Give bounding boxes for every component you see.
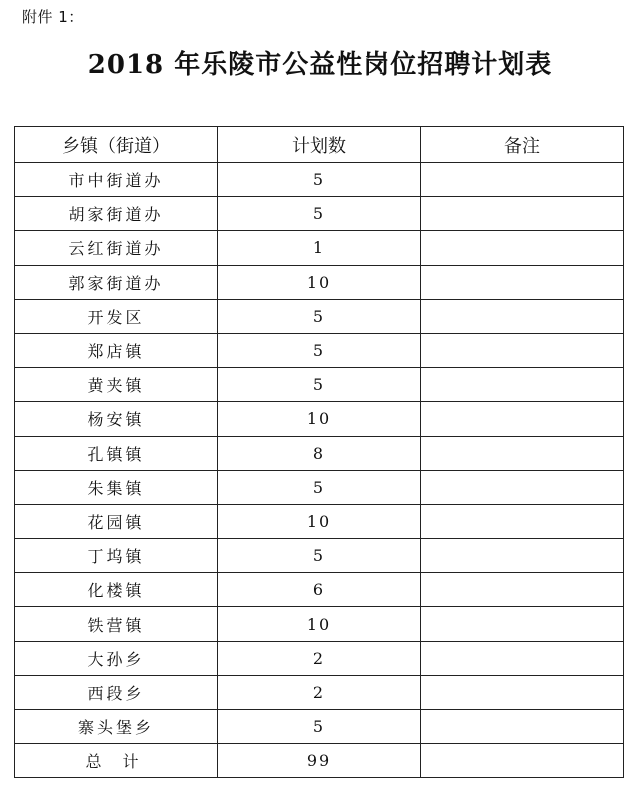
note-cell [421, 710, 624, 744]
note-cell [421, 504, 624, 538]
recruitment-plan-table [14, 126, 624, 778]
note-cell [421, 163, 624, 197]
count-cell: 5 [218, 710, 421, 744]
town-cell: 孔镇镇 [15, 436, 218, 470]
table-row [15, 402, 624, 436]
town-cell: 开发区 [15, 299, 218, 333]
table-row [15, 504, 624, 538]
table-row [15, 265, 624, 299]
note-cell [421, 436, 624, 470]
note-cell [421, 299, 624, 333]
count-cell: 5 [218, 368, 421, 402]
count-cell: 5 [218, 197, 421, 231]
count-cell: 1 [218, 231, 421, 265]
table-row [15, 368, 624, 402]
table-row [15, 231, 624, 265]
count-cell: 10 [218, 402, 421, 436]
count-cell: 5 [218, 299, 421, 333]
note-cell [421, 607, 624, 641]
table-row [15, 573, 624, 607]
header-count: 计划数 [218, 127, 421, 163]
note-cell [421, 573, 624, 607]
table-row [15, 675, 624, 709]
attachment-label: 附件 1： [22, 8, 84, 26]
note-cell [421, 470, 624, 504]
table-row [15, 299, 624, 333]
note-cell [421, 197, 624, 231]
header-town: 乡镇（街道） [15, 127, 218, 163]
total-count: 99 [218, 744, 421, 778]
document-title: 2018 年乐陵市公益性岗位招聘计划表 [87, 50, 553, 80]
town-cell: 丁坞镇 [15, 539, 218, 573]
note-cell [421, 265, 624, 299]
table-row [15, 470, 624, 504]
total-row [15, 744, 624, 778]
header-note: 备注 [421, 127, 624, 163]
town-cell: 郑店镇 [15, 333, 218, 367]
count-cell: 10 [218, 265, 421, 299]
town-cell: 寨头堡乡 [15, 710, 218, 744]
table-header-row [15, 127, 624, 163]
count-cell: 8 [218, 436, 421, 470]
town-cell: 铁营镇 [15, 607, 218, 641]
town-cell: 杨安镇 [15, 402, 218, 436]
town-cell: 胡家街道办 [15, 197, 218, 231]
note-cell [421, 675, 624, 709]
note-cell [421, 641, 624, 675]
table-row [15, 539, 624, 573]
count-cell: 10 [218, 504, 421, 538]
table-row [15, 436, 624, 470]
town-cell: 市中街道办 [15, 163, 218, 197]
note-cell [421, 333, 624, 367]
town-cell: 西段乡 [15, 675, 218, 709]
count-cell: 6 [218, 573, 421, 607]
table-row [15, 641, 624, 675]
town-cell: 黄夹镇 [15, 368, 218, 402]
count-cell: 5 [218, 539, 421, 573]
table-row [15, 333, 624, 367]
note-cell [421, 402, 624, 436]
table-row [15, 197, 624, 231]
town-cell: 大孙乡 [15, 641, 218, 675]
town-cell: 化楼镇 [15, 573, 218, 607]
town-cell: 云红街道办 [15, 231, 218, 265]
note-cell [421, 231, 624, 265]
count-cell: 5 [218, 470, 421, 504]
table-row [15, 710, 624, 744]
total-label: 总 计 [15, 744, 218, 778]
town-cell: 郭家街道办 [15, 265, 218, 299]
count-cell: 5 [218, 333, 421, 367]
table-row [15, 607, 624, 641]
note-cell [421, 368, 624, 402]
table-row [15, 163, 624, 197]
town-cell: 花园镇 [15, 504, 218, 538]
count-cell: 10 [218, 607, 421, 641]
count-cell: 2 [218, 641, 421, 675]
note-cell [421, 539, 624, 573]
total-note [421, 744, 624, 778]
count-cell: 5 [218, 163, 421, 197]
count-cell: 2 [218, 675, 421, 709]
town-cell: 朱集镇 [15, 470, 218, 504]
